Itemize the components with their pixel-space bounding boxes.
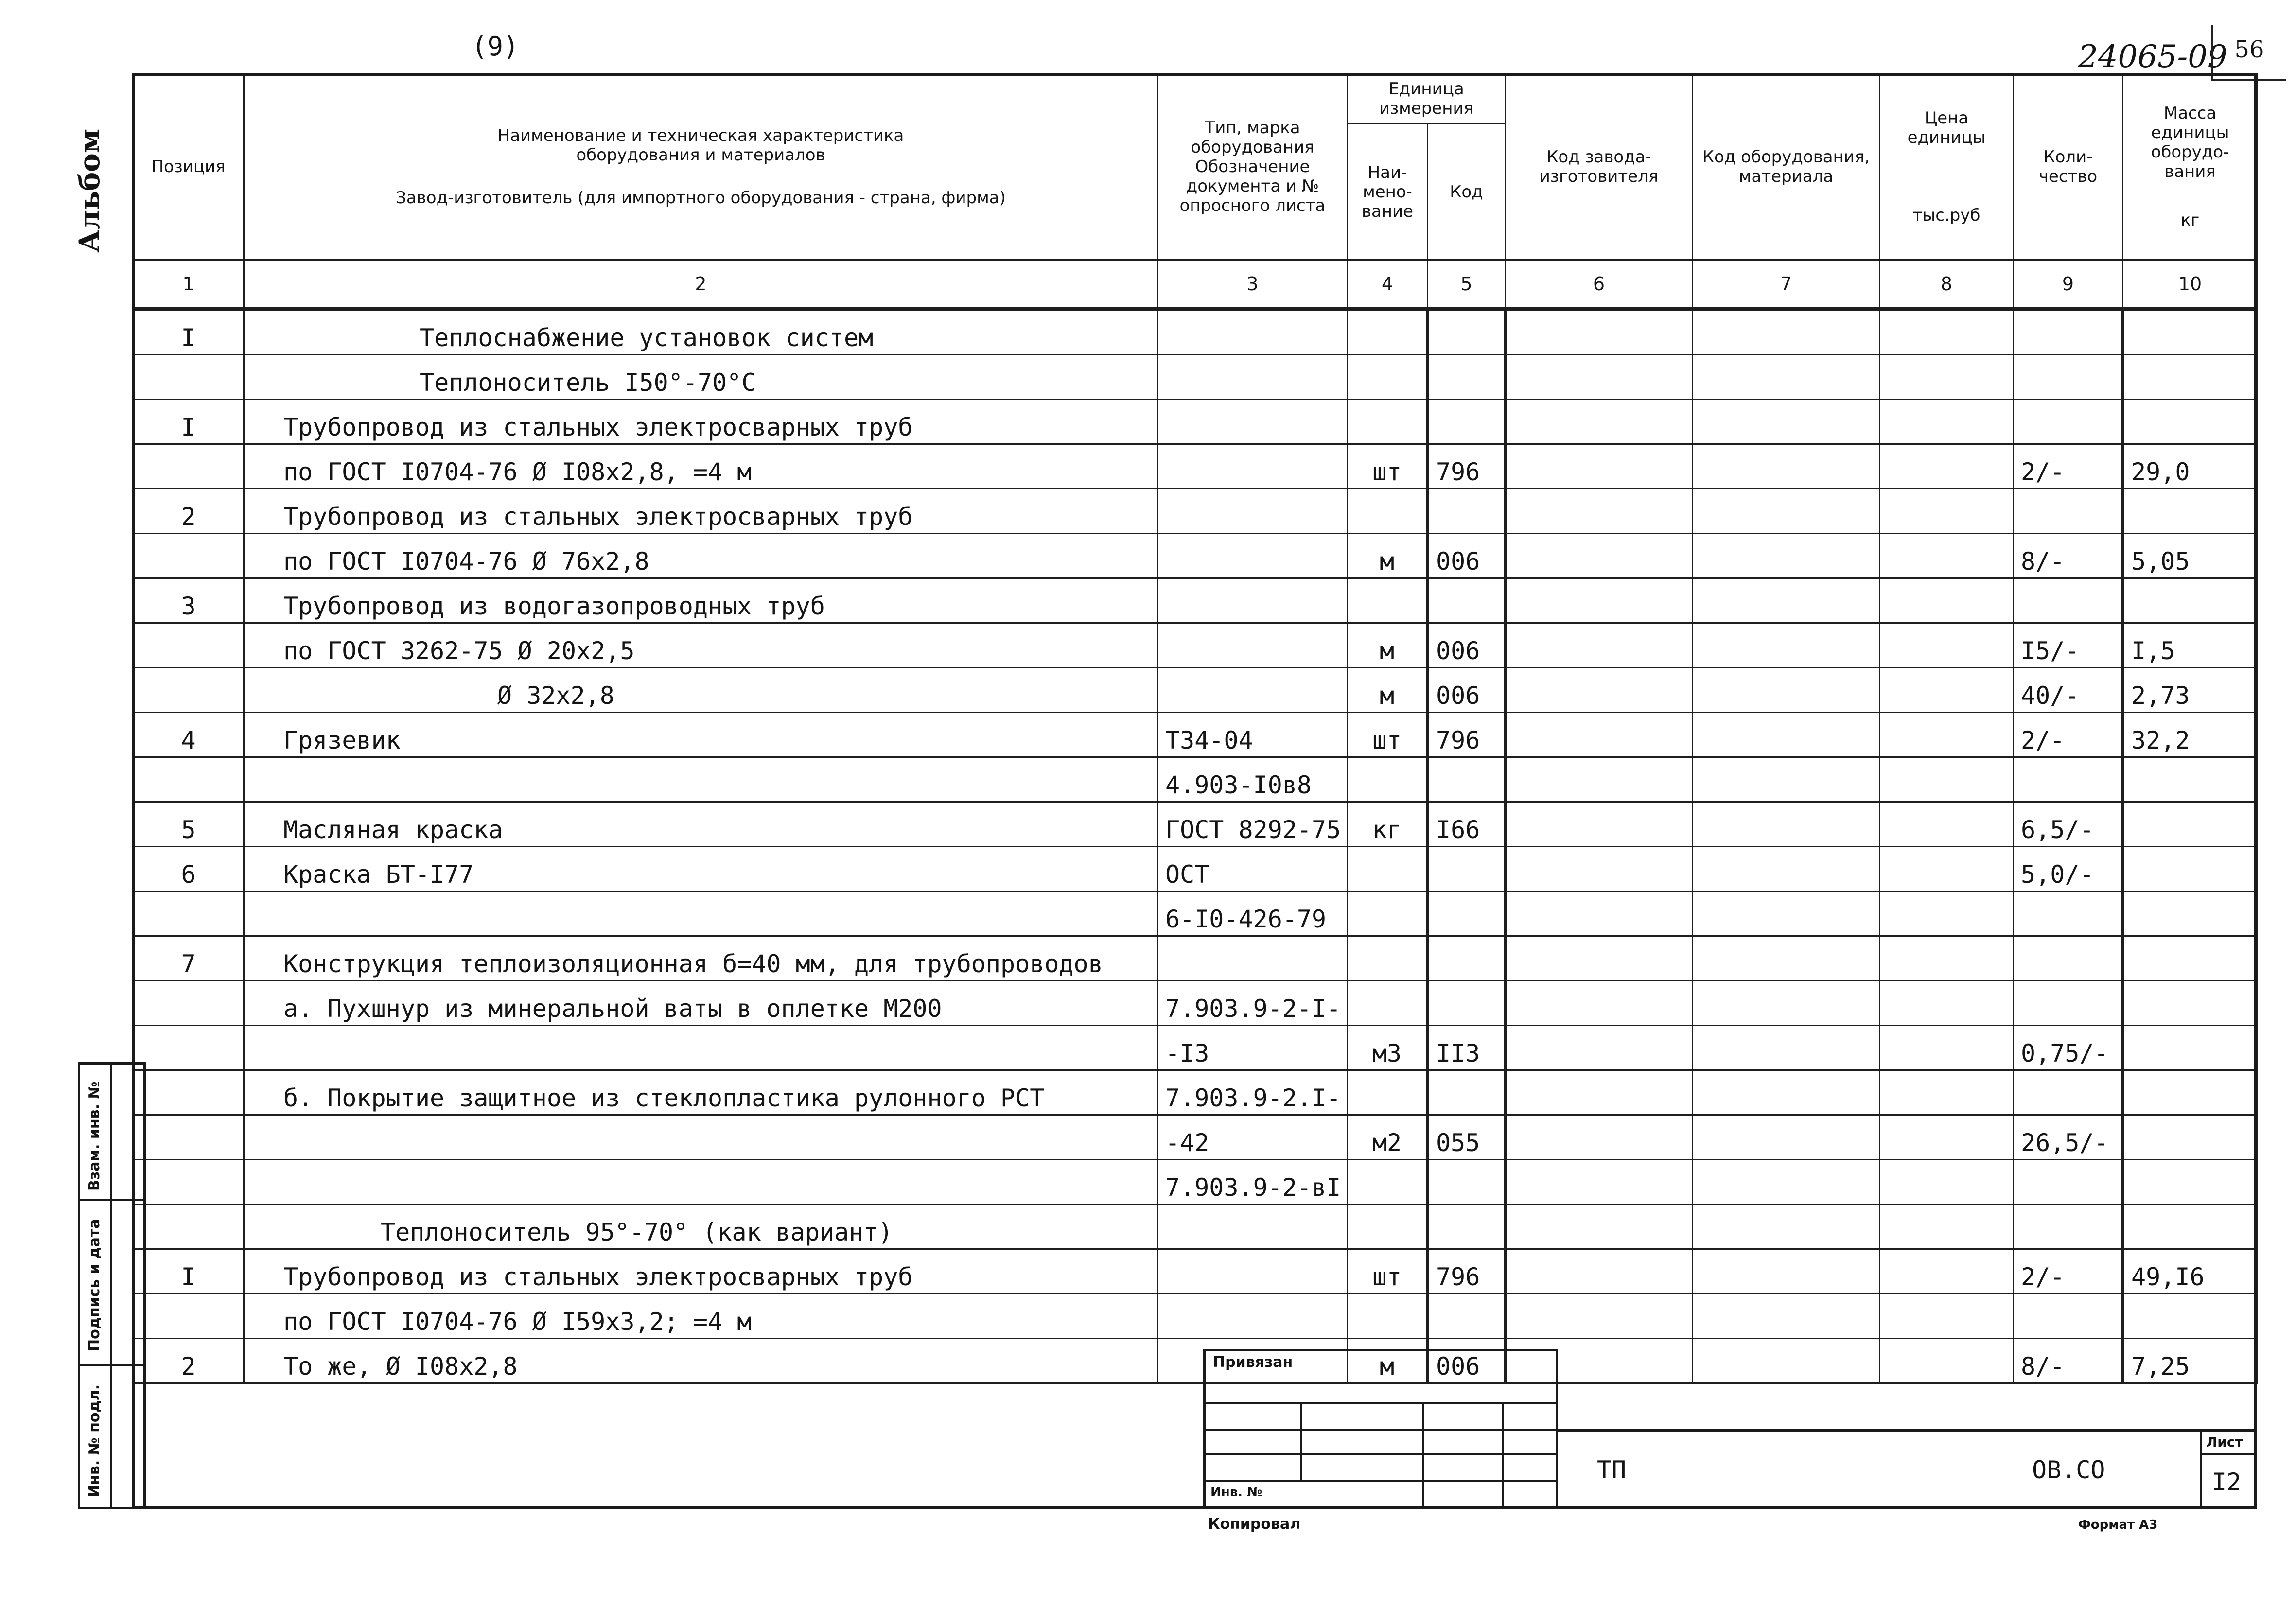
cell-type: 7.903.9-2-I- — [1158, 981, 1348, 1026]
tb-line — [2200, 1453, 2257, 1455]
cell-type: 7.903.9-2-вI — [1158, 1160, 1348, 1205]
col-number: 2 — [244, 260, 1158, 309]
tb-line — [1502, 1402, 1504, 1509]
col-number: 7 — [1693, 260, 1880, 309]
stamp-label-replace: Взам. инв. № — [86, 1081, 103, 1191]
stamp-field-inventory — [80, 1366, 143, 1512]
col-header-quantity: Коли-чество — [2014, 74, 2123, 260]
stamp-field-replace — [80, 1065, 143, 1201]
cell-mass: 49,I6 — [2123, 1249, 2258, 1294]
col-header-maker-code: Код завода-изготовителя — [1506, 74, 1693, 260]
cell-quantity: 2/- — [2014, 713, 2123, 757]
revision-stamp — [78, 1062, 146, 1509]
cell-unit-name: м — [1348, 1339, 1428, 1383]
col-number: 10 — [2123, 260, 2258, 309]
tb-line — [1203, 1453, 1558, 1455]
inventory-label: Инв. № — [1210, 1485, 1262, 1500]
cell-type: 6-I0-426-79 — [1158, 891, 1348, 936]
cell-position: 2 — [133, 489, 244, 534]
col-number: 5 — [1428, 260, 1506, 309]
cell-unit-name: м — [1348, 623, 1428, 668]
cell-quantity: 40/- — [2014, 668, 2123, 713]
cell-unit-name: кг — [1348, 802, 1428, 847]
cell-unit-name: м2 — [1348, 1115, 1428, 1160]
col-header-mass-unit: кг — [2180, 210, 2200, 230]
cell-type: -I3 — [1158, 1026, 1348, 1070]
cell-unit-code: 006 — [1428, 668, 1506, 713]
page-number: (9) — [472, 31, 519, 62]
stamp-label-signature: Подпись и дата — [86, 1219, 103, 1351]
cell-quantity: 8/- — [2014, 1339, 2123, 1383]
cell-name: Трубопровод из водогазопроводных труб — [244, 578, 1158, 623]
cell-quantity: 0,75/- — [2014, 1026, 2123, 1070]
sheet-label: Лист — [2206, 1434, 2243, 1450]
cell-type: -42 — [1158, 1115, 1348, 1160]
cell-position: 5 — [133, 802, 244, 847]
cell-name: То же, Ø I08х2,8 — [244, 1339, 1158, 1383]
format-label: Формат А3 — [2078, 1518, 2158, 1532]
cell-quantity: I5/- — [2014, 623, 2123, 668]
cell-name: по ГОСТ I0704-76 Ø 76х2,8 — [244, 534, 1158, 578]
cell-mass: 2,73 — [2123, 668, 2258, 713]
col-header-position: Позиция — [133, 74, 244, 260]
col-header-price-unit: тыс.руб — [1912, 206, 1981, 225]
tb-line — [1556, 1429, 2257, 1432]
tb-line — [1203, 1429, 1558, 1431]
cell-mass: 5,05 — [2123, 534, 2258, 578]
cell-type: ГОСТ 8292-75 — [1158, 802, 1348, 847]
cell-unit-code: 796 — [1428, 713, 1506, 757]
cell-unit-code: 055 — [1428, 1115, 1506, 1160]
tb-line — [1203, 1402, 1558, 1404]
cell-name: по ГОСТ 3262-75 Ø 20х2,5 — [244, 623, 1158, 668]
cell-name: Теплоснабжение установок систем — [244, 309, 1158, 355]
cell-unit-code: 006 — [1428, 1339, 1506, 1383]
cell-position: 4 — [133, 713, 244, 757]
col-header-unit-group: Единица измерения — [1348, 74, 1506, 124]
cell-name: Грязевик — [244, 713, 1158, 757]
cell-type: ОСТ — [1158, 847, 1348, 891]
col-header-material-code: Код оборудования, материала — [1693, 74, 1880, 260]
cell-unit-name: м — [1348, 668, 1428, 713]
cell-unit-name: шт — [1348, 713, 1428, 757]
sheet-number: I2 — [2212, 1468, 2242, 1496]
cell-position: 3 — [133, 578, 244, 623]
cell-name: Теплоноситель I50°-70°С — [244, 355, 1158, 400]
cell-quantity: 2/- — [2014, 1249, 2123, 1294]
cell-unit-code: 796 — [1428, 444, 1506, 489]
cell-unit-code: 796 — [1428, 1249, 1506, 1294]
col-number: 9 — [2014, 260, 2123, 309]
col-number: 1 — [133, 260, 244, 309]
cell-quantity: 26,5/- — [2014, 1115, 2123, 1160]
cell-position: I — [133, 1249, 244, 1294]
cell-type: 4.903-I0в8 — [1158, 757, 1348, 802]
cell-name: Краска БТ-I77 — [244, 847, 1158, 891]
cell-unit-code: I66 — [1428, 802, 1506, 847]
cell-name: по ГОСТ I0704-76 Ø I59х3,2; =4 м — [244, 1294, 1158, 1339]
col-number: 4 — [1348, 260, 1428, 309]
cell-unit-code: II3 — [1428, 1026, 1506, 1070]
cell-position: I — [133, 400, 244, 444]
cell-mass: 29,0 — [2123, 444, 2258, 489]
cell-name: по ГОСТ I0704-76 Ø I08х2,8, =4 м — [244, 444, 1158, 489]
cell-unit-name: шт — [1348, 444, 1428, 489]
cell-quantity: 2/- — [2014, 444, 2123, 489]
cell-unit-name: м3 — [1348, 1026, 1428, 1070]
tb-line — [2200, 1429, 2202, 1509]
col-header-name-line2: Завод-изготовитель (для импортного оборудования - страна, фирма) — [396, 188, 1006, 208]
corner-number: 56 — [2211, 25, 2286, 81]
cell-unit-code: 006 — [1428, 623, 1506, 668]
cell-unit-name: шт — [1348, 1249, 1428, 1294]
cell-name: а. Пухшнур из минеральной ваты в оплетке М200 — [244, 981, 1158, 1026]
col-header-unit-name: Наи-мено-вание — [1348, 124, 1428, 260]
col-header-name-line1: Наименование и техническая характеристика оборудования и материалов — [497, 126, 904, 165]
col-header-unit-code: Код — [1428, 124, 1506, 260]
cell-mass: 32,2 — [2123, 713, 2258, 757]
tb-line — [1422, 1402, 1424, 1509]
document-code: 24065-09 — [2078, 39, 2227, 75]
tb-line — [1203, 1349, 1558, 1351]
cell-name: Конструкция теплоизоляционная б=40 мм, для трубопроводов — [244, 936, 1158, 981]
col-number: 8 — [1880, 260, 2014, 309]
tb-line — [1300, 1402, 1302, 1480]
col-number: 3 — [1158, 260, 1348, 309]
doc-type: ТП — [1597, 1456, 1627, 1484]
tb-line — [1203, 1480, 1558, 1482]
cell-type: 7.903.9-2.I- — [1158, 1070, 1348, 1115]
cell-quantity: 8/- — [2014, 534, 2123, 578]
document-frame — [132, 73, 2257, 1509]
cell-position: I — [133, 309, 244, 355]
stamp-field-signature — [80, 1201, 143, 1366]
cell-quantity: 6,5/- — [2014, 802, 2123, 847]
cell-unit-code: 006 — [1428, 534, 1506, 578]
doc-mark: ОВ.СО — [2032, 1456, 2105, 1484]
copied-label: Копировал — [1208, 1516, 1301, 1533]
stamp-label-inventory: Инв. № подл. — [86, 1384, 103, 1497]
cell-name: Теплоноситель 95°-70° (как вариант) — [244, 1205, 1158, 1249]
cell-name: Масляная краска — [244, 802, 1158, 847]
cell-unit-name: м — [1348, 534, 1428, 578]
cell-name: Трубопровод из стальных электросварных труб — [244, 400, 1158, 444]
cell-name: Ø 32х2,8 — [244, 668, 1158, 713]
cell-position: 6 — [133, 847, 244, 891]
cell-type: Т34-04 — [1158, 713, 1348, 757]
bound-label: Привязан — [1213, 1354, 1293, 1371]
cell-position: 2 — [133, 1339, 244, 1383]
col-header-type: Тип, марка оборудования Обозначение документа и № опросного листа — [1158, 74, 1348, 260]
cell-quantity: 5,0/- — [2014, 847, 2123, 891]
col-number: 6 — [1506, 260, 1693, 309]
cell-name: б. Покрытие защитное из стеклопластика рулонного РСТ — [244, 1070, 1158, 1115]
cell-mass: 7,25 — [2123, 1339, 2258, 1383]
col-header-mass-label: Масса единицы оборудо-вания — [2151, 104, 2229, 181]
album-label: Альбом — [73, 128, 106, 253]
cell-name: Трубопровод из стальных электросварных труб — [244, 489, 1158, 534]
col-header-price-label: Цена единицы — [1907, 108, 1986, 147]
cell-position: 7 — [133, 936, 244, 981]
cell-mass: I,5 — [2123, 623, 2258, 668]
cell-name: Трубопровод из стальных электросварных труб — [244, 1249, 1158, 1294]
